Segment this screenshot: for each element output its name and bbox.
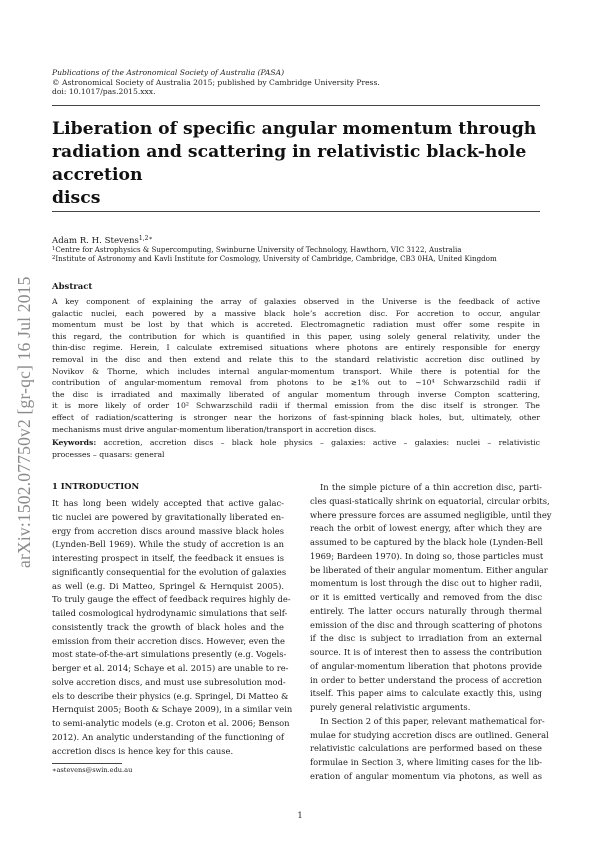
abstract-line: removal in the disc and then extend and relate this to the standard relativistic accretion disc outlined by <box>52 354 540 364</box>
footnote-rule <box>52 763 122 764</box>
abstract-line: momentum must be lost by that which is accreted. Electromagnetic radiation must offer some respite in <box>52 320 540 330</box>
body-line: (Lynden-Bell 1969). While the study of accretion is an <box>52 539 284 550</box>
keywords-text-1: accretion, accretion discs – black hole physics – galaxies: active – galaxies: nuclei – relativistic <box>103 438 540 447</box>
body-line: consistently track the growth of black holes and the <box>52 621 284 632</box>
journal-name: Publications of the Astronomical Society of Australia (PASA) <box>52 68 285 77</box>
body-line: In the simple picture of a thin accretion disc, parti- <box>320 482 542 492</box>
body-line: entirely. The latter occurs naturally through thermal <box>310 605 542 616</box>
abstract-line: mechanisms must drive angular-momentum liberation/transport in accretion discs. <box>52 424 377 434</box>
author-name: Adam R. H. Stevens <box>52 236 139 246</box>
body-line: eration of angular momentum via photons, as well as <box>310 770 542 781</box>
body-line: purely general relativistic arguments. <box>310 702 471 712</box>
abstract-line: A key component of explaining the array of galaxies observed in the Universe is the feedback of active <box>52 297 540 306</box>
body-line: interesting prospect in itself, the feedback it ensues is <box>52 553 284 563</box>
body-line: where pressure forces are assumed negligible, until they <box>310 509 552 520</box>
body-line: as well (e.g. Di Matteo, Springel & Hernquist 2005). <box>52 580 284 591</box>
body-line: or it is emitted vertically and removed from the disc <box>310 592 542 602</box>
body-line: if the disc is subject to irradiation from an external <box>310 633 542 644</box>
abstract-heading: Abstract <box>52 282 93 292</box>
body-line: To truly gauge the effect of feedback requires highly de- <box>52 594 291 605</box>
body-line: itself. This paper aims to calculate exactly this, using <box>310 688 542 699</box>
abstract-line: the disc is irradiated and maximally liberated of angular momentum through inverse Compton scattering, <box>52 389 540 399</box>
body-line: 1969; Bardeen 1970). In doing so, those particles must <box>310 550 544 561</box>
abstract-line: thin-disc regime. Herein, I calculate extremised situations where photons are entirely responsible for energy <box>52 343 540 353</box>
body-line: in order to better understand the process of accretion <box>310 674 542 685</box>
paper-title <box>52 118 542 210</box>
body-line: ergy from accretion discs around massive black holes <box>52 525 284 536</box>
body-line: emission of the disc and through scattering of photons <box>310 619 542 630</box>
left-column <box>52 497 293 758</box>
affiliation-2-text: Institute of Astronomy and Kavli Institute for Cosmology, University of Cambridge, Cambridge, CB3 0HA, United Kingdom <box>55 254 497 263</box>
arxiv-identifier-stamp <box>0 0 50 850</box>
body-line: source. It is of interest then to assess the contribution <box>310 647 542 657</box>
body-line: In Section 2 of this paper, relevant mathematical for- <box>320 715 545 726</box>
abstract-line: Novikov & Thorne, which includes internal angular-momentum transport. While there is potential for the <box>52 366 540 376</box>
body-line: momentum is lost through the disc out to higher radii, <box>310 578 542 589</box>
body-line: of angular-momentum liberation that photons provide <box>310 660 542 671</box>
affiliation-1-text: Centre for Astrophysics & Supercomputing, Swinburne University of Technology, Hawthorn, VIC 3122, Australia <box>55 245 462 254</box>
footnote-email: ∗astevens@swin.edu.au <box>52 766 133 774</box>
keywords-line-2: processes – quasars: general <box>52 449 165 459</box>
header-rule <box>52 105 540 106</box>
arxiv-id-text: arXiv:1502.07750v2 [gr-qc] 16 Jul 2015 <box>14 276 34 568</box>
keywords-label: Keywords: <box>52 438 97 447</box>
affiliation-1 <box>52 245 462 254</box>
journal-header <box>52 68 380 97</box>
body-line: accretion discs is hence key for this cause. <box>52 745 234 756</box>
title-line-3: discs <box>52 188 101 208</box>
body-line: formulae in Section 3, where limiting cases for the lib- <box>310 757 542 767</box>
affiliation-2-mark: 2 <box>52 255 56 261</box>
body-line: reach the orbit of lowest energy, after which they are <box>310 523 542 534</box>
keywords-block <box>52 437 540 460</box>
body-line: be liberated of their angular momentum. Either angular <box>310 564 548 575</box>
copyright-line: © Astronomical Society of Australia 2015; published by Cambridge University Press. <box>52 77 380 87</box>
body-line: It has long been widely accepted that active galac- <box>52 498 284 508</box>
body-line: assumed to be captured by the black hole (Lynden-Bell <box>310 537 544 547</box>
abstract-line: this regard, the contribution for which is quantified in this paper, using solely general relativity, under the <box>52 331 540 341</box>
body-line: Hernquist 2005; Booth & Schaye 2009), in a similar vein <box>52 704 293 715</box>
body-line: tic nuclei are powered by gravitationally liberated en- <box>52 511 284 522</box>
body-line: cles quasi-statically shrink on equatorial, circular orbits, <box>310 495 550 506</box>
abstract-body <box>52 296 540 435</box>
body-line: els to describe their physics (e.g. Springel, Di Matteo & <box>52 690 289 701</box>
body-line: tailed cosmological hydrodynamic simulations that self- <box>52 608 288 618</box>
body-line: to semi-analytic models (e.g. Croton et al. 2006; Benson <box>52 718 290 728</box>
title-line-2: radiation and scattering in relativistic black-hole accretion <box>52 142 527 185</box>
body-line: mulae for studying accretion discs are outlined. General <box>310 729 549 740</box>
abstract-line: contribution of angular-momentum removal from photons to be ≳1% out to ∼10⁴ Schwarzschild radii if <box>52 378 540 388</box>
body-line: 2012). An analytic understanding of the functioning of <box>52 731 284 742</box>
body-line: significantly consequential for the evolution of galaxies <box>52 566 287 577</box>
section-heading-introduction: 1 INTRODUCTION <box>52 481 140 491</box>
page-number: 1 <box>297 810 303 820</box>
abstract-line: galactic nuclei, each powered by a massive black hole’s accretion disc. For accretion to occur, angular <box>52 308 540 318</box>
abstract-line: it is more likely of order 10² Schwarzschild radii if thermal emission from the disc itself is stronger. The <box>52 401 540 411</box>
abstract-line: effect of radiation/scattering is stronger near the horizons of fast-spinning black holes, but, ultimately, other <box>52 412 540 422</box>
body-line: most state-of-the-art simulations presently (e.g. Vogels- <box>52 649 287 660</box>
body-line: berger et al. 2014; Schaye et al. 2015) are unable to re- <box>52 663 289 673</box>
right-column <box>310 481 552 784</box>
body-line: emission from their accretion discs. However, even the <box>52 635 285 646</box>
title-line-1: Liberation of specific angular momentum through <box>52 119 537 139</box>
body-line: relativistic calculations are performed based on these <box>310 743 542 754</box>
title-rule <box>52 211 540 212</box>
body-line: solve accretion discs, and must use subresolution mod- <box>52 676 286 687</box>
affiliation-1-mark: 1 <box>52 246 56 252</box>
keywords-line-1 <box>52 437 540 449</box>
doi-line: doi: 10.1017/pas.2015.xxx. <box>52 87 156 97</box>
affiliation-2 <box>52 254 497 263</box>
author-marks: 1,2∗ <box>138 235 153 242</box>
